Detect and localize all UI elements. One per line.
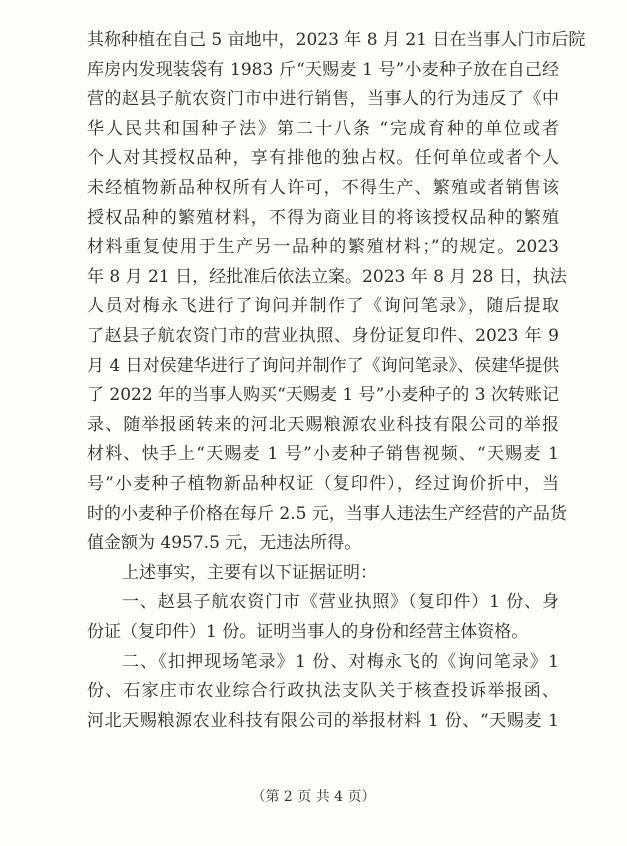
evidence-intro: 上述事实，主要有以下证据证明： [122,562,377,583]
evidence-item-2: 二、《扣押现场笔录》1 份、对梅永飞的《询问笔录》1 [122,651,559,672]
body-line: 授权品种的繁殖材料，不得为商业目的将该授权品种的繁殖 [87,207,559,228]
evidence-item-1: 一、赵县子航农资门市《营业执照》（复印件）1 份、身 [122,592,559,613]
page-number: （第 2 页 共 4 页） [251,789,376,805]
body-line: 华人民共和国种子法》第二十八条 “完成育种的单位或者 [87,118,559,139]
body-line: 未经植物新品种权所有人许可，不得生产、繁殖或者销售该 [87,178,559,198]
body-line: 时的小麦种子价格在每斤 2.5 元，当事人违法生产经营的产品货 [87,503,567,524]
body-line: 库房内发现装袋有 1983 斤“天赐麦 1 号”小麦种子放在自己经 [87,59,559,80]
body-line: 值金额为 4957.5 元，无违法所得。 [87,533,362,554]
body-line: 录、随举报函转来的河北天赐粮源农业科技有限公司的举报 [87,414,559,435]
body-line: 了赵县子航农资门市的营业执照、身份证复印件、2023 年 9 [87,326,559,346]
body-line: 材料、快手上“天赐麦 1 号”小麦种子销售视频、“天赐麦 1 [87,444,559,465]
body-line: 月 4 日对侯建华进行了询问并制作了《询问笔录》、侯建华提供 [87,355,560,376]
body-line: 营的赵县子航农资门市中进行销售，当事人的行为违反了《中 [87,89,559,110]
body-line: 号”小麦种子植物新品种权证（复印件），经过询价折中，当 [87,474,559,494]
body-line: 个人对其授权品种，享有排他的独占权。任何单位或者个人 [87,148,559,169]
body-line: 了 2022 年的当事人购买“天赐麦 1 号”小麦种子的 3 次转账记 [87,385,559,406]
body-line: 河北天赐粮源农业科技有限公司的举报材料 1 份、“天赐麦 1 [87,710,559,731]
evidence-item-1-cont: 份证（复印件）1 份。证明当事人的身份和经营主体资格。 [87,622,529,642]
body-line: 其称种植在自己 5 亩地中，2023 年 8 月 21 日在当事人门市后院 [87,30,586,50]
body-line: 材料重复使用于生产另一品种的繁殖材料；”的规定。2023 [87,237,559,258]
body-line: 年 8 月 21 日，经批准后依法立案。2023 年 8 月 28 日，执法 [87,266,567,287]
body-line: 人员对梅永飞进行了询问并制作了《询问笔录》，随后提取 [87,296,559,317]
body-line: 份、石家庄市农业综合行政执法支队关于核查投诉举报函、 [87,681,559,702]
